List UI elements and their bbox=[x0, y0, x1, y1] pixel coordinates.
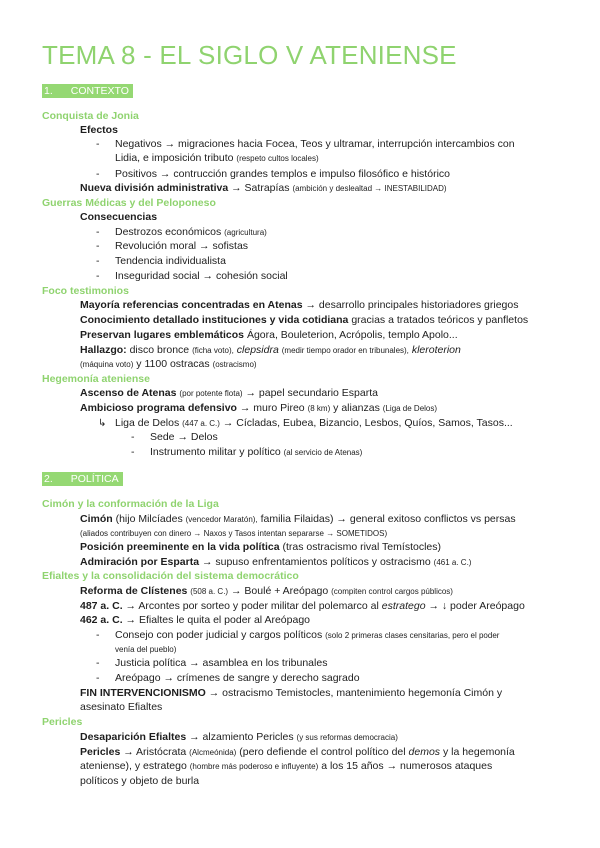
bullet-dash: - bbox=[96, 138, 100, 150]
item-negativos: Negativos → migraciones hacia Focea, Teos y ultramar, interrupción intercambios con bbox=[115, 138, 515, 150]
item-hallazgo: Hallazgo: disco bronce (ficha voto), clepsidra (medir tiempo orador en tribunales), kleroterion bbox=[80, 344, 461, 356]
item-hallazgo-cont: (máquina voto) y 1100 ostracas (ostracismo) bbox=[80, 358, 257, 370]
bullet-dash: - bbox=[96, 226, 100, 238]
sub-arrow-icon: ↳ bbox=[98, 418, 107, 429]
bullet-dash: - bbox=[96, 629, 100, 641]
item-areopago: Areópago → crímenes de sangre y derecho sagrado bbox=[115, 672, 360, 684]
item-desaparicion: Desaparición Efialtes → alzamiento Pericles (y sus reformas democracia) bbox=[80, 731, 398, 743]
item-justicia: Justicia política → asamblea en los tribunales bbox=[115, 657, 328, 669]
bullet-dash: - bbox=[96, 672, 100, 684]
page-title: TEMA 8 - EL SIGLO V ATENIENSE bbox=[42, 40, 457, 70]
subheading-cimon: Cimón y la conformación de la Liga bbox=[42, 498, 219, 510]
bullet-dash: - bbox=[96, 168, 100, 180]
item-programa: Ambicioso programa defensivo → muro Pireo (8 km) y alianzas (Liga de Delos) bbox=[80, 402, 438, 414]
subheading-guerras: Guerras Médicas y del Peloponeso bbox=[42, 197, 216, 209]
item-pericles: Pericles → Aristócrata (Alcmeónida) (pero defiende el control político del demos y la hegemonía bbox=[80, 746, 515, 758]
item-pericles-cont: ateniense), y estratego (hombre más poderoso e influyente) a los 15 años → numerosos ataques bbox=[80, 760, 493, 772]
item-admiracion: Admiración por Esparta → supuso enfrentamientos políticos y ostracismo (461 a. C.) bbox=[80, 556, 472, 568]
bullet-dash: - bbox=[96, 240, 100, 252]
bullet-dash: - bbox=[96, 255, 100, 267]
item-mayoria: Mayoría referencias concentradas en Atenas → desarrollo principales historiadores griegos bbox=[80, 299, 519, 311]
item-posicion: Posición preeminente en la vida política (tras ostracismo rival Temístocles) bbox=[80, 541, 441, 553]
item-487: 487 a. C. → Arcontes por sorteo y poder militar del polemarco al estratego → ↓ poder Areópago bbox=[80, 600, 525, 612]
section-label: POLÍTICA bbox=[70, 473, 119, 485]
item-consejo-cont: venía del pueblo) bbox=[115, 645, 177, 654]
subheading-hegemonia: Hegemonía ateniense bbox=[42, 373, 150, 385]
section-number: 1. bbox=[44, 85, 53, 97]
item-revolucion: Revolución moral → sofistas bbox=[115, 240, 249, 252]
item-462: 462 a. C. → Efialtes le quita el poder al Areópago bbox=[80, 614, 310, 626]
section-header-contexto bbox=[42, 84, 133, 98]
section-label: CONTEXTO bbox=[70, 85, 129, 97]
item-destrozos: Destrozos económicos (agricultura) bbox=[115, 226, 267, 238]
label-consecuencias: Consecuencias bbox=[80, 211, 158, 223]
item-negativos-cont: Lidia, e imposición tributo (respeto cultos locales) bbox=[115, 152, 319, 164]
item-preservan: Preservan lugares emblemáticos Ágora, Bouleterion, Acrópolis, templo Apolo... bbox=[80, 329, 458, 341]
label-efectos: Efectos bbox=[80, 124, 118, 136]
section-number: 2. bbox=[44, 473, 53, 485]
section-header-politica bbox=[42, 472, 123, 486]
item-aliados: (aliados contribuyen con dinero → Naxos y Tasos intentan separarse → SOMETIDOS) bbox=[80, 529, 388, 538]
item-asesinato: asesinato Efialtes bbox=[80, 701, 163, 713]
item-consejo: Consejo con poder judicial y cargos políticos (solo 2 primeras clases censitarias, pero el poder bbox=[115, 629, 500, 641]
item-tendencia: Tendencia individualista bbox=[115, 255, 226, 267]
subheading-efialtes: Efialtes y la consolidación del sistema democrático bbox=[42, 570, 299, 582]
item-liga-delos: Liga de Delos (447 a. C.) → Cícladas, Eubea, Bizancio, Lesbos, Quíos, Samos, Tasos... bbox=[115, 417, 513, 429]
subheading-conquista-jonia: Conquista de Jonia bbox=[42, 110, 139, 122]
bullet-dash: - bbox=[96, 657, 100, 669]
bullet-dash: - bbox=[96, 270, 100, 282]
item-reforma: Reforma de Clístenes (508 a. C.) → Boulé + Areópago (compiten control cargos públicos) bbox=[80, 585, 453, 597]
item-positivos: Positivos → contrucción grandes templos e impulso filosófico e histórico bbox=[115, 168, 450, 180]
item-cimon: Cimón (hijo Milcíades (vencedor Maratón), familia Filaidas) → general exitoso conflictos vs persas bbox=[80, 513, 516, 525]
item-conocimiento: Conocimiento detallado instituciones y vida cotidiana gracias a tratados teóricos y panfletos bbox=[80, 314, 529, 326]
item-inseguridad: Inseguridad social → cohesión social bbox=[115, 270, 288, 282]
item-ascenso: Ascenso de Atenas (por potente flota) → papel secundario Esparta bbox=[80, 387, 378, 399]
subheading-pericles: Pericles bbox=[42, 716, 83, 728]
item-nueva-division: Nueva división administrativa → Satrapías (ambición y deslealtad → INESTABILIDAD) bbox=[80, 182, 447, 194]
item-fin-intervencionismo: FIN INTERVENCIONISMO → ostracismo Temistocles, mantenimiento hegemonía Cimón y bbox=[80, 687, 503, 699]
item-sede: Sede → Delos bbox=[150, 431, 218, 443]
item-pericles-cont2: políticos y objeto de burla bbox=[80, 775, 200, 787]
subheading-foco: Foco testimonios bbox=[42, 285, 129, 297]
bullet-dash: - bbox=[131, 431, 135, 443]
bullet-dash: - bbox=[131, 446, 135, 458]
item-instrumento: Instrumento militar y político (al servicio de Atenas) bbox=[150, 446, 363, 458]
